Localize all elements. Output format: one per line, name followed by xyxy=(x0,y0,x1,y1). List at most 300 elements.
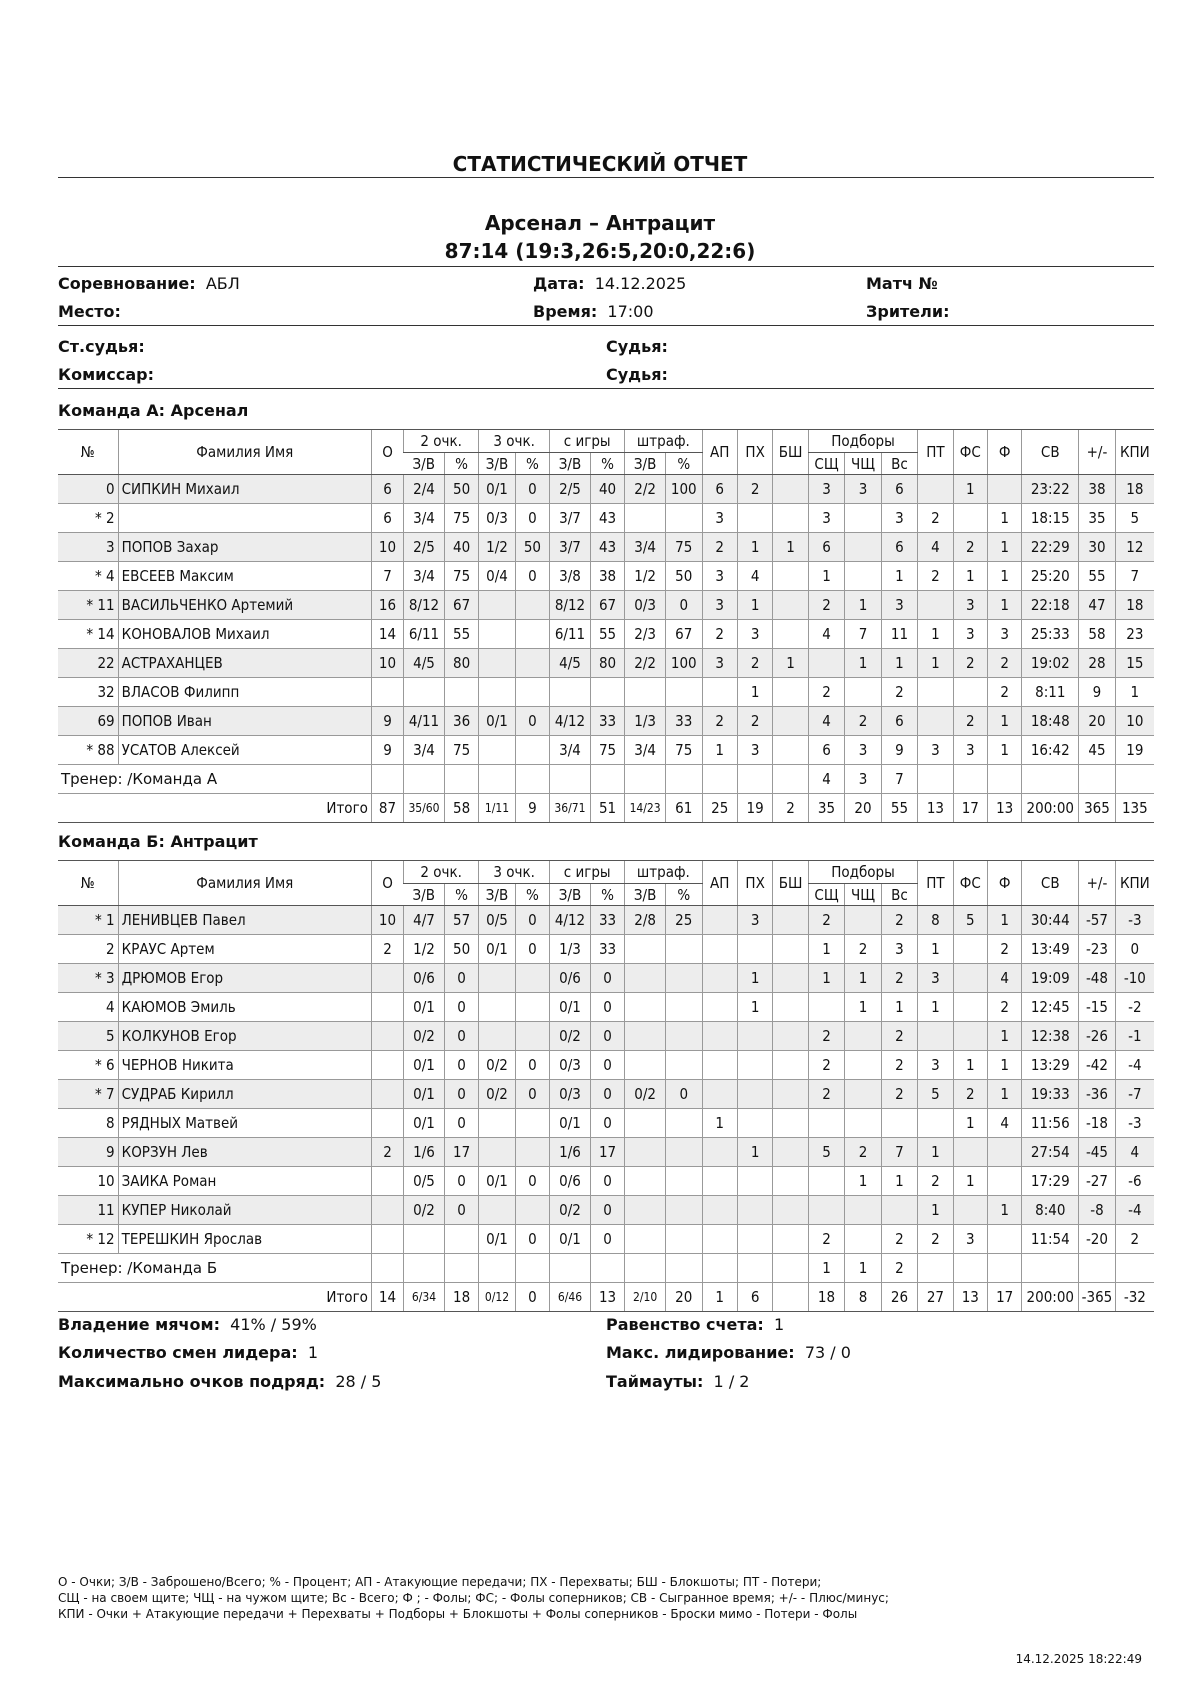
total-cell: 20 xyxy=(845,794,881,823)
stat-cell: 55 xyxy=(444,620,478,649)
stat-cell: 19:09 xyxy=(1022,964,1079,993)
stat-cell: 1 xyxy=(953,1109,987,1138)
stat-cell xyxy=(515,736,549,765)
stat-cell: 2 xyxy=(702,620,737,649)
stat-cell xyxy=(773,993,808,1022)
stat-cell: 1 xyxy=(845,591,881,620)
stat-cell xyxy=(666,935,702,964)
stat-cell: 0/1 xyxy=(479,1167,515,1196)
total-cell: 14/23 xyxy=(625,794,666,823)
header-percent: % xyxy=(444,884,478,906)
stat-cell: 3 xyxy=(737,620,772,649)
player-row xyxy=(58,591,1154,620)
stat-cell: 6 xyxy=(371,504,403,533)
stat-cell xyxy=(918,1109,953,1138)
header-total-rebounds: Вс xyxy=(881,884,917,906)
stat-cell: 5 xyxy=(953,906,987,935)
stat-cell: 0/2 xyxy=(479,1080,515,1109)
stat-cell xyxy=(773,707,808,736)
stat-cell xyxy=(845,504,881,533)
stat-cell: 18 xyxy=(1115,591,1154,620)
stat-cell: 0/1 xyxy=(550,1109,591,1138)
stat-cell: 1 xyxy=(918,1196,953,1225)
header-blocks: БШ xyxy=(773,861,808,906)
header-points: О xyxy=(371,430,403,475)
stat-cell: 55 xyxy=(590,620,624,649)
header-percent: % xyxy=(515,453,549,475)
stat-cell: 22:18 xyxy=(1022,591,1079,620)
stat-cell: 1/6 xyxy=(404,1138,445,1167)
stat-cell xyxy=(773,935,808,964)
stat-cell xyxy=(444,678,478,707)
team-a-stats-table xyxy=(58,429,1154,823)
divider xyxy=(58,177,1154,178)
stat-cell xyxy=(479,1109,515,1138)
stat-cell xyxy=(702,678,737,707)
stat-cell: 12 xyxy=(1115,533,1154,562)
stat-cell: 4/5 xyxy=(404,649,445,678)
header-three-pt: 3 очк. xyxy=(479,861,550,884)
total-cell xyxy=(773,1283,808,1312)
player-number: 4 xyxy=(58,993,118,1022)
match-number-info: Матч № xyxy=(866,274,938,293)
coach-label: Тренер: /Команда Б xyxy=(58,1254,371,1283)
stat-cell xyxy=(625,1196,666,1225)
stat-cell xyxy=(808,1167,844,1196)
stat-cell: -4 xyxy=(1115,1051,1154,1080)
stat-cell xyxy=(918,1022,953,1051)
stat-cell: 0 xyxy=(444,964,478,993)
player-number: 3 xyxy=(58,533,118,562)
stat-cell: 75 xyxy=(444,736,478,765)
stat-cell xyxy=(773,1109,808,1138)
stat-cell xyxy=(918,475,953,504)
stat-cell xyxy=(666,993,702,1022)
divider xyxy=(58,388,1154,389)
stat-cell xyxy=(666,765,702,794)
total-cell: 2/10 xyxy=(625,1283,666,1312)
stat-cell: 3/4 xyxy=(625,533,666,562)
stat-cell: 0/1 xyxy=(479,935,515,964)
stat-cell: 0 xyxy=(590,1051,624,1080)
stat-cell: 0/1 xyxy=(479,1225,515,1254)
stat-cell xyxy=(625,765,666,794)
stat-cell: -10 xyxy=(1115,964,1154,993)
stat-cell: 1 xyxy=(737,1138,772,1167)
total-cell: 6 xyxy=(737,1283,772,1312)
stat-cell: 0/1 xyxy=(404,1051,445,1080)
stat-cell: 1 xyxy=(773,533,808,562)
player-name: ДРЮМОВ Егор xyxy=(118,964,371,993)
stat-cell: 4/12 xyxy=(550,906,591,935)
stat-cell: 0 xyxy=(590,1109,624,1138)
stat-cell: 75 xyxy=(444,562,478,591)
stat-cell: 2 xyxy=(808,1080,844,1109)
stat-cell xyxy=(625,964,666,993)
stat-cell xyxy=(737,1080,772,1109)
header-name: Фамилия Имя xyxy=(118,861,371,906)
stat-cell: 2 xyxy=(918,562,953,591)
stat-cell xyxy=(773,1254,808,1283)
player-row xyxy=(58,1196,1154,1225)
stat-cell xyxy=(953,504,987,533)
totals-row xyxy=(58,1283,1154,1312)
player-name: РЯДНЫХ Матвей xyxy=(118,1109,371,1138)
stat-cell: 17:29 xyxy=(1022,1167,1079,1196)
stat-cell: 19:02 xyxy=(1022,649,1079,678)
stat-cell: 7 xyxy=(845,620,881,649)
stat-cell xyxy=(625,678,666,707)
player-number: * 14 xyxy=(58,620,118,649)
totals-label: Итого xyxy=(58,1283,371,1312)
stat-cell xyxy=(918,591,953,620)
stat-cell: 33 xyxy=(590,935,624,964)
stat-cell: 10 xyxy=(371,906,403,935)
player-name: ЛЕНИВЦЕВ Павел xyxy=(118,906,371,935)
stat-cell xyxy=(845,1022,881,1051)
stat-cell: 30:44 xyxy=(1022,906,1079,935)
place-info: Место: xyxy=(58,302,121,321)
max-lead-stat: Макс. лидирование: 73 / 0 xyxy=(606,1343,851,1362)
score-line: 87:14 (19:3,26:5,20:0,22:6) xyxy=(444,239,756,263)
stat-cell xyxy=(479,736,515,765)
stat-cell xyxy=(773,678,808,707)
stat-cell xyxy=(479,620,515,649)
stat-cell: -6 xyxy=(1115,1167,1154,1196)
stat-cell xyxy=(987,765,1021,794)
stat-cell xyxy=(702,1138,737,1167)
stat-cell: 1 xyxy=(808,1254,844,1283)
time-info: Время: 17:00 xyxy=(533,302,654,321)
divider xyxy=(58,266,1154,267)
commissioner-info: Комиссар: xyxy=(58,365,154,384)
stat-cell: 1 xyxy=(737,678,772,707)
stat-cell xyxy=(773,765,808,794)
stat-cell: 3 xyxy=(953,736,987,765)
player-name: ЧЕРНОВ Никита xyxy=(118,1051,371,1080)
player-number: 69 xyxy=(58,707,118,736)
stat-cell: 2 xyxy=(845,935,881,964)
header-percent: % xyxy=(666,884,702,906)
stat-cell xyxy=(479,765,515,794)
stat-cell: 0/6 xyxy=(550,1167,591,1196)
stat-cell: 2 xyxy=(371,1138,403,1167)
stat-cell: 3 xyxy=(953,591,987,620)
stat-cell: 1 xyxy=(987,707,1021,736)
header-made-attempted: З/В xyxy=(550,453,591,475)
stat-cell xyxy=(737,1109,772,1138)
match-title: Арсенал – Антрацит xyxy=(484,211,716,235)
player-row xyxy=(58,504,1154,533)
stat-cell xyxy=(515,649,549,678)
stat-cell: 9 xyxy=(371,707,403,736)
stat-cell: 1 xyxy=(918,993,953,1022)
stat-cell xyxy=(773,475,808,504)
total-cell: 8 xyxy=(845,1283,881,1312)
stat-cell: 1 xyxy=(737,533,772,562)
header-percent: % xyxy=(590,884,624,906)
stat-cell xyxy=(702,1167,737,1196)
stat-cell: 1 xyxy=(987,1080,1021,1109)
player-number: 2 xyxy=(58,935,118,964)
stat-cell: 0/1 xyxy=(479,707,515,736)
legend-line: СЩ - на своем щите; ЧЩ - на чужом щите; Вс - Всего; Ф ; - Фолы; ФС; - Фолы соперников; СВ - Сыгранное время; +/- - Плюс/минус; xyxy=(58,1591,889,1605)
stat-cell: 3/4 xyxy=(404,736,445,765)
stat-cell: 2 xyxy=(953,533,987,562)
stat-cell: 1 xyxy=(918,935,953,964)
stat-cell: 25 xyxy=(666,906,702,935)
player-name: ЗАИКА Роман xyxy=(118,1167,371,1196)
player-row xyxy=(58,475,1154,504)
stat-cell xyxy=(371,765,403,794)
stat-cell xyxy=(371,1196,403,1225)
stat-cell xyxy=(1115,765,1154,794)
player-number: * 1 xyxy=(58,906,118,935)
possession-stat: Владение мячом: 41% / 59% xyxy=(58,1315,317,1334)
stat-cell: 4 xyxy=(987,1109,1021,1138)
stat-cell: 1 xyxy=(987,1196,1021,1225)
stat-cell: 2 xyxy=(953,707,987,736)
player-row xyxy=(58,1138,1154,1167)
stat-cell: 9 xyxy=(1079,678,1115,707)
stat-cell: 50 xyxy=(444,475,478,504)
stat-cell: 0/1 xyxy=(550,1225,591,1254)
player-name: ТЕРЕШКИН Ярослав xyxy=(118,1225,371,1254)
stat-cell xyxy=(371,678,403,707)
header-def-rebounds: СЩ xyxy=(808,884,844,906)
stat-cell: 0 xyxy=(444,993,478,1022)
stat-cell xyxy=(845,562,881,591)
stat-cell xyxy=(773,1167,808,1196)
team-a-heading: Команда А: Арсенал xyxy=(58,401,249,420)
stat-cell: 5 xyxy=(1115,504,1154,533)
stat-cell xyxy=(773,906,808,935)
stat-cell xyxy=(625,504,666,533)
stat-cell: -48 xyxy=(1079,964,1115,993)
stat-cell: 0/5 xyxy=(404,1167,445,1196)
lead-changes-stat: Количество смен лидера: 1 xyxy=(58,1343,319,1362)
stat-cell: 11:56 xyxy=(1022,1109,1079,1138)
stat-cell xyxy=(550,765,591,794)
stat-cell xyxy=(625,935,666,964)
stat-cell: 2 xyxy=(918,1225,953,1254)
stat-cell: -20 xyxy=(1079,1225,1115,1254)
player-number: 10 xyxy=(58,1167,118,1196)
stat-cell: 1 xyxy=(845,1167,881,1196)
stat-cell: 3/4 xyxy=(625,736,666,765)
header-fouls: Ф xyxy=(987,430,1021,475)
stat-cell: 2 xyxy=(808,591,844,620)
stat-cell xyxy=(371,964,403,993)
stat-cell xyxy=(702,964,737,993)
stat-cell xyxy=(953,765,987,794)
stat-cell: 4 xyxy=(987,964,1021,993)
total-cell: 27 xyxy=(918,1283,953,1312)
stat-cell xyxy=(515,765,549,794)
stat-cell: 10 xyxy=(371,649,403,678)
stat-cell: 1/6 xyxy=(550,1138,591,1167)
stat-cell xyxy=(881,1196,917,1225)
player-number: 5 xyxy=(58,1022,118,1051)
stat-cell: 1 xyxy=(953,1051,987,1080)
timeouts-stat: Таймауты: 1 / 2 xyxy=(606,1372,750,1391)
stat-cell: 2/3 xyxy=(625,620,666,649)
stat-cell: 75 xyxy=(666,736,702,765)
stat-cell: 1/2 xyxy=(404,935,445,964)
stat-cell xyxy=(444,1225,478,1254)
stat-cell: 3/7 xyxy=(550,504,591,533)
player-name: КАЮМОВ Эмиль xyxy=(118,993,371,1022)
stat-cell: 9 xyxy=(371,736,403,765)
stat-cell: 0 xyxy=(590,993,624,1022)
player-row xyxy=(58,993,1154,1022)
player-number: 8 xyxy=(58,1109,118,1138)
header-made-attempted: З/В xyxy=(404,453,445,475)
total-cell: 6/34 xyxy=(404,1283,445,1312)
stat-cell: 3 xyxy=(987,620,1021,649)
stat-cell xyxy=(479,678,515,707)
stat-cell: -4 xyxy=(1115,1196,1154,1225)
player-number: * 3 xyxy=(58,964,118,993)
stat-cell xyxy=(590,1254,624,1283)
stat-cell xyxy=(625,1022,666,1051)
stat-cell: -3 xyxy=(1115,1109,1154,1138)
player-row xyxy=(58,1109,1154,1138)
total-cell: 13 xyxy=(590,1283,624,1312)
stat-cell: -23 xyxy=(1079,935,1115,964)
stat-cell: 4/12 xyxy=(550,707,591,736)
stat-cell: 4 xyxy=(808,620,844,649)
stat-cell xyxy=(773,591,808,620)
player-row xyxy=(58,707,1154,736)
stat-cell: 0/6 xyxy=(404,964,445,993)
stat-cell: 3 xyxy=(953,1225,987,1254)
stat-cell xyxy=(371,1022,403,1051)
header-made-attempted: З/В xyxy=(404,884,445,906)
player-name: КРАУС Артем xyxy=(118,935,371,964)
stat-cell xyxy=(702,935,737,964)
stat-cell: 3 xyxy=(953,620,987,649)
player-row xyxy=(58,964,1154,993)
stat-cell: 2 xyxy=(808,1225,844,1254)
stat-cell: 0/1 xyxy=(404,1109,445,1138)
stat-cell: 1 xyxy=(845,993,881,1022)
stat-cell: -57 xyxy=(1079,906,1115,935)
stat-cell xyxy=(404,678,445,707)
stat-cell xyxy=(515,993,549,1022)
stat-cell: 0/3 xyxy=(550,1051,591,1080)
stat-cell: 2 xyxy=(918,1167,953,1196)
stat-cell: 3 xyxy=(918,736,953,765)
stat-cell xyxy=(773,736,808,765)
total-cell: 13 xyxy=(987,794,1021,823)
stat-cell: 47 xyxy=(1079,591,1115,620)
total-cell: 26 xyxy=(881,1283,917,1312)
stat-cell: 2 xyxy=(808,1022,844,1051)
header-assists: АП xyxy=(702,861,737,906)
stat-cell: 4/11 xyxy=(404,707,445,736)
total-cell: 9 xyxy=(515,794,549,823)
stat-cell: 12:45 xyxy=(1022,993,1079,1022)
stat-cell xyxy=(918,765,953,794)
stat-cell xyxy=(666,1196,702,1225)
stat-cell xyxy=(845,1109,881,1138)
stat-cell: 3 xyxy=(702,562,737,591)
stat-cell: 19:33 xyxy=(1022,1080,1079,1109)
stat-cell: 20 xyxy=(1079,707,1115,736)
header-number: № xyxy=(58,430,118,475)
header-percent: % xyxy=(444,453,478,475)
stat-cell: 0/1 xyxy=(404,993,445,1022)
stat-cell: 14 xyxy=(371,620,403,649)
stat-cell: 0 xyxy=(444,1109,478,1138)
stat-cell: 0 xyxy=(590,1225,624,1254)
total-cell: 13 xyxy=(953,1283,987,1312)
stat-cell xyxy=(404,765,445,794)
stat-cell: 0 xyxy=(590,1022,624,1051)
stat-cell xyxy=(737,1254,772,1283)
stat-cell: 0 xyxy=(515,935,549,964)
stat-cell: 6 xyxy=(808,533,844,562)
stat-cell: 12:38 xyxy=(1022,1022,1079,1051)
stat-cell: 2 xyxy=(881,906,917,935)
max-run-stat: Максимально очков подряд: 28 / 5 xyxy=(58,1372,382,1391)
header-blocks: БШ xyxy=(773,430,808,475)
header-turnovers: ПТ xyxy=(918,430,953,475)
stat-cell xyxy=(845,1225,881,1254)
stat-cell: 3 xyxy=(845,736,881,765)
stat-cell xyxy=(1115,1254,1154,1283)
stat-cell xyxy=(702,993,737,1022)
stat-cell: 1 xyxy=(845,649,881,678)
stat-cell: 1 xyxy=(953,562,987,591)
stat-cell xyxy=(737,765,772,794)
stat-cell: 3 xyxy=(702,649,737,678)
stat-cell: 43 xyxy=(590,533,624,562)
stat-cell: 1 xyxy=(737,591,772,620)
header-fouls-drawn: ФС xyxy=(953,430,987,475)
stat-cell: 1 xyxy=(773,649,808,678)
stat-cell: -36 xyxy=(1079,1080,1115,1109)
stat-cell: 0 xyxy=(590,1167,624,1196)
stat-cell: 1 xyxy=(987,736,1021,765)
stat-cell: 2 xyxy=(702,707,737,736)
stat-cell: 4 xyxy=(808,707,844,736)
stat-cell: 1 xyxy=(987,1051,1021,1080)
stat-cell xyxy=(666,504,702,533)
stat-cell: 1 xyxy=(953,475,987,504)
stat-cell: 6 xyxy=(881,475,917,504)
stat-cell xyxy=(515,1254,549,1283)
header-turnovers: ПТ xyxy=(918,861,953,906)
stat-cell: 3 xyxy=(881,935,917,964)
stat-cell: 13:29 xyxy=(1022,1051,1079,1080)
total-cell: 19 xyxy=(737,794,772,823)
total-cell: 51 xyxy=(590,794,624,823)
header-fouls: Ф xyxy=(987,861,1021,906)
stat-cell xyxy=(845,1196,881,1225)
stat-cell xyxy=(371,1254,403,1283)
header-made-attempted: З/В xyxy=(550,884,591,906)
stat-cell xyxy=(808,1109,844,1138)
header-percent: % xyxy=(590,453,624,475)
stat-cell: 1 xyxy=(1115,678,1154,707)
stat-cell: 2 xyxy=(987,678,1021,707)
header-steals: ПХ xyxy=(737,430,772,475)
stat-cell: 4 xyxy=(808,765,844,794)
header-rebounds: Подборы xyxy=(808,861,917,884)
header-off-rebounds: ЧЩ xyxy=(845,884,881,906)
